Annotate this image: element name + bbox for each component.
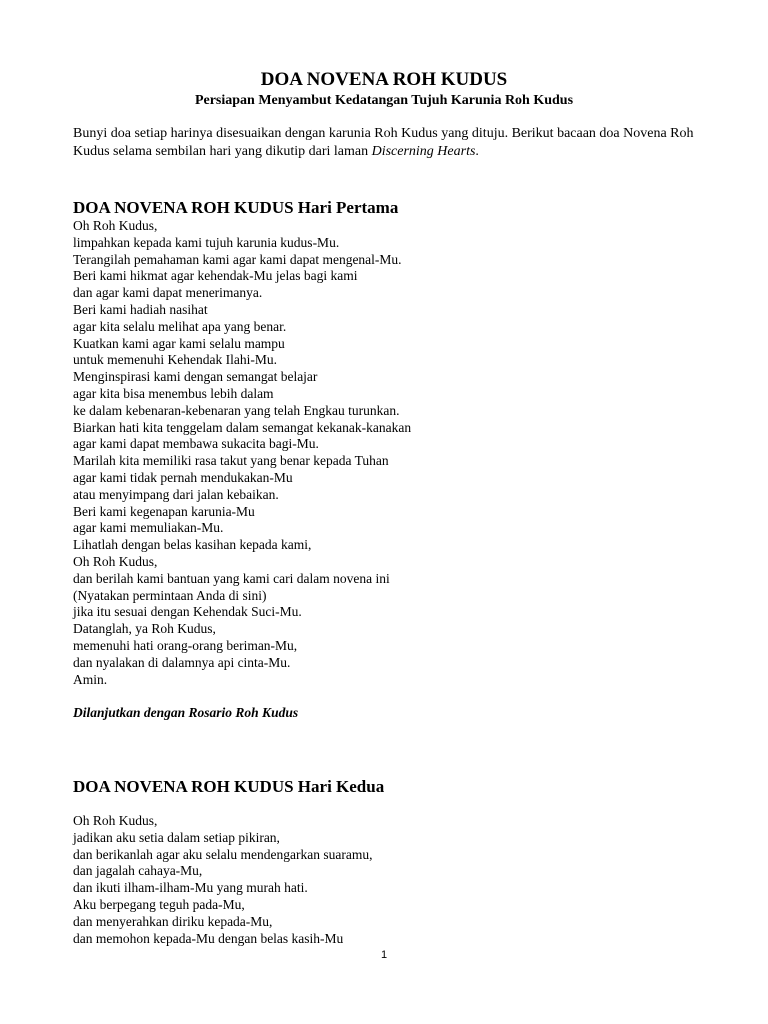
prayer-line: untuk memenuhi Kehendak Ilahi-Mu. (73, 352, 277, 368)
prayer-line: ke dalam kebenaran-kebenaran yang telah Engkau turunkan. (73, 402, 400, 418)
prayer-line: Terangilah pemahaman kami agar kami dapat mengenal-Mu. (73, 251, 402, 267)
continue-note: Dilanjutkan dengan Rosario Roh Kudus (73, 705, 299, 720)
prayer-line: limpahkan kepada kami tujuh karunia kudus-Mu. (73, 234, 340, 250)
prayer-lines-day-2 (73, 813, 713, 947)
prayer-line: dan menyerahkan diriku kepada-Mu, (73, 913, 273, 929)
prayer-line: agar kita bisa menembus lebih dalam (73, 385, 274, 401)
prayer-line: Amin. (73, 671, 108, 687)
intro-text: Bunyi doa setiap harinya disesuaikan dengan karunia Roh Kudus yang dituju. Berikut bacaan doa Novena Roh Kudus selama sembilan hari yang dikutip dari laman (73, 126, 694, 159)
prayer-line: Beri kami hikmat agar kehendak-Mu jelas bagi kami (73, 268, 358, 284)
prayer-line: Marilah kita memiliki rasa takut yang benar kepada Tuhan (73, 453, 389, 469)
prayer-line: agar kami tidak pernah mendukakan-Mu (73, 469, 293, 485)
prayer-line: agar kami memuliakan-Mu. (73, 520, 224, 536)
prayer-line: dan nyalakan di dalamnya api cinta-Mu. (73, 654, 291, 670)
section-heading-day-1: DOA NOVENA ROH KUDUS Hari Pertama (73, 198, 399, 217)
prayer-line: dan agar kami dapat menerimanya. (73, 285, 263, 301)
prayer-line: dan berikanlah agar aku selalu mendengarkan suaramu, (73, 846, 373, 862)
prayer-line: Biarkan hati kita tenggelam dalam semangat kekanak-kanakan (73, 419, 412, 435)
prayer-line: atau menyimpang dari jalan kebaikan. (73, 486, 279, 502)
document-subtitle: Persiapan Menyambut Kedatangan Tujuh Karunia Roh Kudus (194, 93, 574, 108)
prayer-line: Beri kami hadiah nasihat (73, 301, 208, 317)
prayer-line: jika itu sesuai dengan Kehendak Suci-Mu. (73, 604, 302, 620)
prayer-line: dan berilah kami bantuan yang kami cari dalam novena ini (73, 570, 390, 586)
prayer-line: jadikan aku setia dalam setiap pikiran, (73, 829, 280, 845)
prayer-line: Menginspirasi kami dengan semangat belajar (73, 369, 318, 385)
prayer-line: Kuatkan kami agar kami selalu mampu (73, 335, 285, 351)
intro-end: . (475, 144, 479, 159)
prayer-line: agar kita selalu melihat apa yang benar. (73, 318, 287, 334)
prayer-line: Lihatlah dengan belas kasihan kepada kami, (73, 537, 312, 553)
intro-source: Discerning Hearts (371, 144, 476, 159)
document-title: DOA NOVENA ROH KUDUS (260, 69, 508, 90)
intro-paragraph (73, 125, 713, 161)
page-number: 1 (380, 949, 388, 961)
prayer-line: Beri kami kegenapan karunia-Mu (73, 503, 255, 519)
prayer-lines-day-1 (73, 218, 713, 688)
prayer-line: dan jagalah cahaya-Mu, (73, 863, 203, 879)
prayer-line: Oh Roh Kudus, (73, 218, 158, 233)
prayer-line: Aku berpegang teguh pada-Mu, (73, 896, 245, 912)
prayer-line: dan ikuti ilham-ilham-Mu yang murah hati. (73, 880, 308, 896)
prayer-line: Datanglah, ya Roh Kudus, (73, 621, 216, 637)
prayer-line: agar kami dapat membawa sukacita bagi-Mu. (73, 436, 319, 452)
prayer-line: Oh Roh Kudus, (73, 813, 158, 828)
section-heading-day-2: DOA NOVENA ROH KUDUS Hari Kedua (73, 777, 385, 796)
prayer-line: memenuhi hati orang-orang beriman-Mu, (73, 637, 298, 653)
prayer-line: Oh Roh Kudus, (73, 553, 158, 569)
prayer-line: dan memohon kepada-Mu dengan belas kasih-Mu (73, 930, 344, 946)
prayer-line: (Nyatakan permintaan Anda di sini) (73, 587, 267, 603)
